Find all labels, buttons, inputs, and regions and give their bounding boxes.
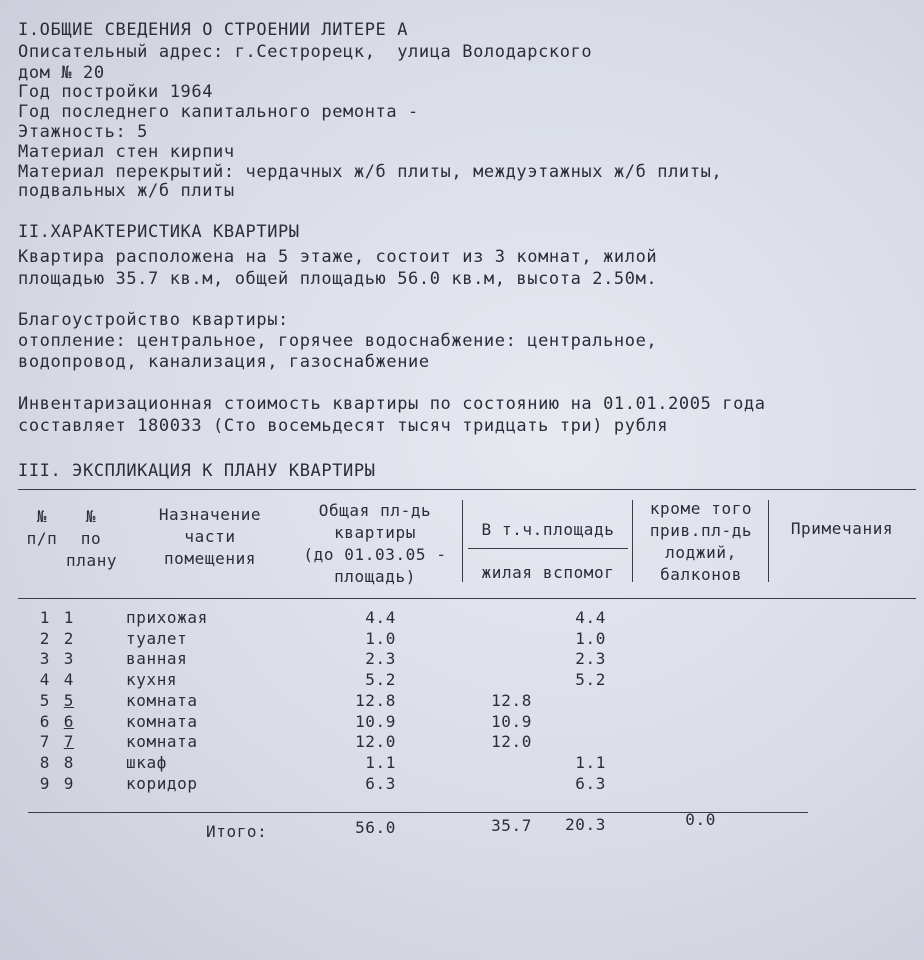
row-living-area: 12.8 [491, 690, 532, 710]
header-notes: Примечания [790, 519, 894, 538]
row-total-area: 4.4 [365, 608, 396, 627]
row-number: 3 [39, 649, 50, 669]
row-plan-number: 1 [63, 608, 74, 627]
section2-title: II.ХАРАКТЕРИСТИКА КВАРТИРЫ [18, 222, 300, 242]
cost-line2: составляет 180033 (Сто восемьдесят тысяч тридцать три) рубля [18, 416, 669, 436]
row-plan-number: 6 [63, 711, 74, 731]
row-total-area: 6.3 [365, 773, 396, 793]
row-purpose: прихожая [126, 608, 208, 627]
header-split-top: В т.ч.площадь [481, 520, 615, 539]
apartment-desc2: площадью 35.7 кв.м, общей площадью 56.0 кв.м, высота 2.50м. [18, 269, 658, 289]
row-number: 5 [39, 690, 50, 710]
section3-title: III. ЭКСПЛИКАЦИЯ К ПЛАНУ КВАРТИРЫ [18, 461, 376, 481]
apartment-desc1: Квартира расположена на 5 этаже, состоит из 3 комнат, жилой [18, 247, 658, 267]
row-plan-number: 5 [63, 690, 74, 710]
totals-extra: 0.0 [685, 810, 716, 829]
row-number: 6 [39, 711, 50, 731]
cost-line1: Инвентаризационная стоимость квартиры по состоянию на 01.01.2005 года [18, 394, 766, 414]
row-purpose: комната [126, 732, 198, 752]
totals-aux: 20.3 [565, 815, 606, 834]
row-number: 1 [39, 608, 50, 627]
row-aux-area: 4.4 [575, 608, 606, 627]
header-split-rule [468, 548, 628, 549]
year-built: Год постройки 1964 [18, 82, 214, 102]
row-number: 2 [39, 628, 50, 648]
row-purpose: шкаф [126, 752, 167, 772]
row-total-area: 12.8 [355, 690, 396, 710]
row-aux-area: 1.1 [575, 752, 606, 772]
floor-material-line1: Материал перекрытий: чердачных ж/б плиты, междуэтажных ж/б плиты, [18, 162, 723, 182]
row-plan-number: 9 [63, 773, 74, 793]
header-divider-2 [632, 500, 633, 582]
row-purpose: коридор [126, 773, 198, 793]
row-number: 4 [39, 670, 50, 690]
wall-material: Материал стен кирпич [18, 142, 235, 162]
address-line2: дом № 20 [18, 63, 105, 83]
row-purpose: ванная [126, 649, 188, 669]
header-row-number: № п/п [26, 507, 58, 548]
row-living-area: 12.0 [491, 732, 532, 752]
row-living-area: 10.9 [491, 711, 532, 731]
row-purpose: кухня [126, 670, 178, 690]
row-plan-number: 2 [63, 628, 74, 648]
row-total-area: 2.3 [365, 649, 396, 669]
row-total-area: 1.1 [365, 752, 396, 772]
totals-label: Итого: [206, 822, 268, 841]
row-aux-area: 2.3 [575, 649, 606, 669]
totals-living: 35.7 [491, 816, 532, 835]
header-split-bottom: жилая вспомог [481, 563, 615, 582]
row-total-area: 1.0 [365, 628, 396, 648]
row-plan-number: 4 [63, 670, 74, 690]
row-total-area: 12.0 [355, 732, 396, 752]
row-plan-number: 3 [63, 649, 74, 669]
table-header-rule [18, 598, 916, 599]
floor-material-line2: подвальных ж/б плиты [18, 181, 235, 201]
header-plan-number: № по плану [66, 507, 118, 570]
row-aux-area: 5.2 [575, 670, 606, 690]
header-purpose: Назначение части помещения [158, 505, 262, 568]
row-number: 8 [39, 752, 50, 772]
row-aux-area: 1.0 [575, 628, 606, 648]
row-plan-number: 8 [63, 752, 74, 772]
amenities-line1: отопление: центральное, горячее водоснабжение: центральное, [18, 331, 658, 351]
row-plan-number: 7 [63, 732, 74, 752]
header-extra-area: кроме того прив.пл-дь лоджий, балконов [649, 499, 753, 584]
row-number: 7 [39, 732, 50, 752]
year-repair: Год последнего капитального ремонта - [18, 102, 419, 122]
row-purpose: комната [126, 690, 198, 710]
header-divider-3 [768, 500, 769, 582]
floors-count: Этажность: 5 [18, 122, 149, 142]
amenities-line2: водопровод, канализация, газоснабжение [18, 352, 430, 372]
section1-title: I.ОБЩИЕ СВЕДЕНИЯ О СТРОЕНИИ ЛИТЕРЕ А [18, 20, 409, 40]
row-purpose: туалет [126, 628, 188, 648]
totals-total: 56.0 [355, 818, 396, 837]
row-number: 9 [39, 773, 50, 793]
row-aux-area: 6.3 [575, 773, 606, 793]
header-total-area: Общая пл-дь квартиры (до 01.03.05 - площадь) [303, 501, 447, 586]
amenities-title: Благоустройство квартиры: [18, 310, 289, 330]
table-top-rule [18, 489, 916, 490]
row-purpose: комната [126, 711, 198, 731]
address-line1: Описательный адрес: г.Сестрорецк, улица Володарского [18, 42, 593, 62]
row-total-area: 10.9 [355, 711, 396, 731]
row-total-area: 5.2 [365, 670, 396, 690]
